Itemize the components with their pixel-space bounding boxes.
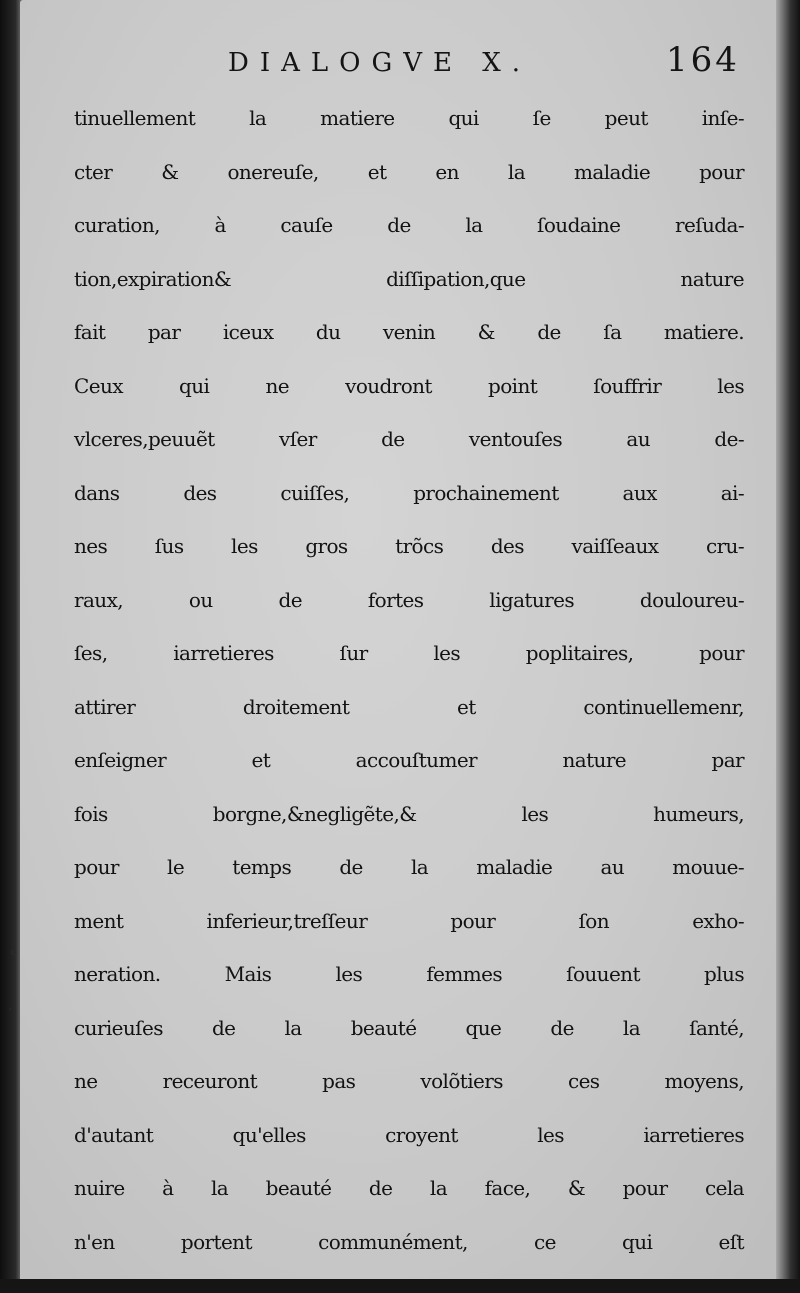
text-line: cter & onereuſe, et en la maladie pour xyxy=(74,159,744,184)
text-line: raux, ou de fortes ligatures douloureu- xyxy=(74,587,744,612)
page-number: 164 xyxy=(666,40,740,80)
margin-dot-mark: · xyxy=(8,1002,13,1018)
right-edge-shadow xyxy=(776,0,800,1293)
body-text xyxy=(74,92,744,1269)
text-line: curation, à cauſe de la ſoudaine reſuda- xyxy=(74,213,744,237)
running-head: DIALOGVE X. xyxy=(228,48,532,78)
text-line: attirer droitement et continuellemenr, xyxy=(74,694,744,719)
text-line: tion,expiration& diſſipation,que nature xyxy=(74,266,744,291)
text-line: fait par iceux du venin & de ſa matiere. xyxy=(74,320,744,344)
text-line: d'autant qu'elles croyent les iarretieres xyxy=(74,1122,744,1147)
margin-circle-mark: ∘ xyxy=(8,942,20,963)
text-line: nuire à la beauté de la face, & pour cela xyxy=(74,1176,744,1200)
text-line: tinuellement la matiere qui ſe peut inſe- xyxy=(74,106,744,130)
text-line: enſeigner et accouſtumer nature par xyxy=(74,748,744,772)
text-line: neration. Mais les femmes ſouuent plus xyxy=(74,962,744,986)
text-line: curieuſes de la beauté que de la ſanté, xyxy=(74,1015,744,1040)
bottom-edge-shadow xyxy=(0,1279,800,1293)
text-line: n'en portent communément, ce qui eſt xyxy=(74,1229,744,1254)
page-header xyxy=(0,40,800,90)
text-line: pour le temps de la maladie au mouue- xyxy=(74,855,744,879)
text-line: Ceux qui ne voudront point ſouffrir les xyxy=(74,373,744,398)
text-line: nes ſus les gros trõcs des vaiſſeaux cru- xyxy=(74,534,744,558)
text-line: fois borgne,&negligẽte,& les humeurs, xyxy=(74,801,744,826)
text-line: ment inferieur,treſſeur pour ſon exho- xyxy=(74,908,744,933)
text-line: ſes, iarretieres ſur les poplitaires, pour xyxy=(74,641,744,665)
text-line: dans des cuiſſes, prochainement aux ai- xyxy=(74,480,744,505)
text-line: vlceres,peuuẽt vſer de ventouſes au de- xyxy=(74,427,744,451)
text-line: ne receuront pas volõtiers ces moyens, xyxy=(74,1069,744,1093)
